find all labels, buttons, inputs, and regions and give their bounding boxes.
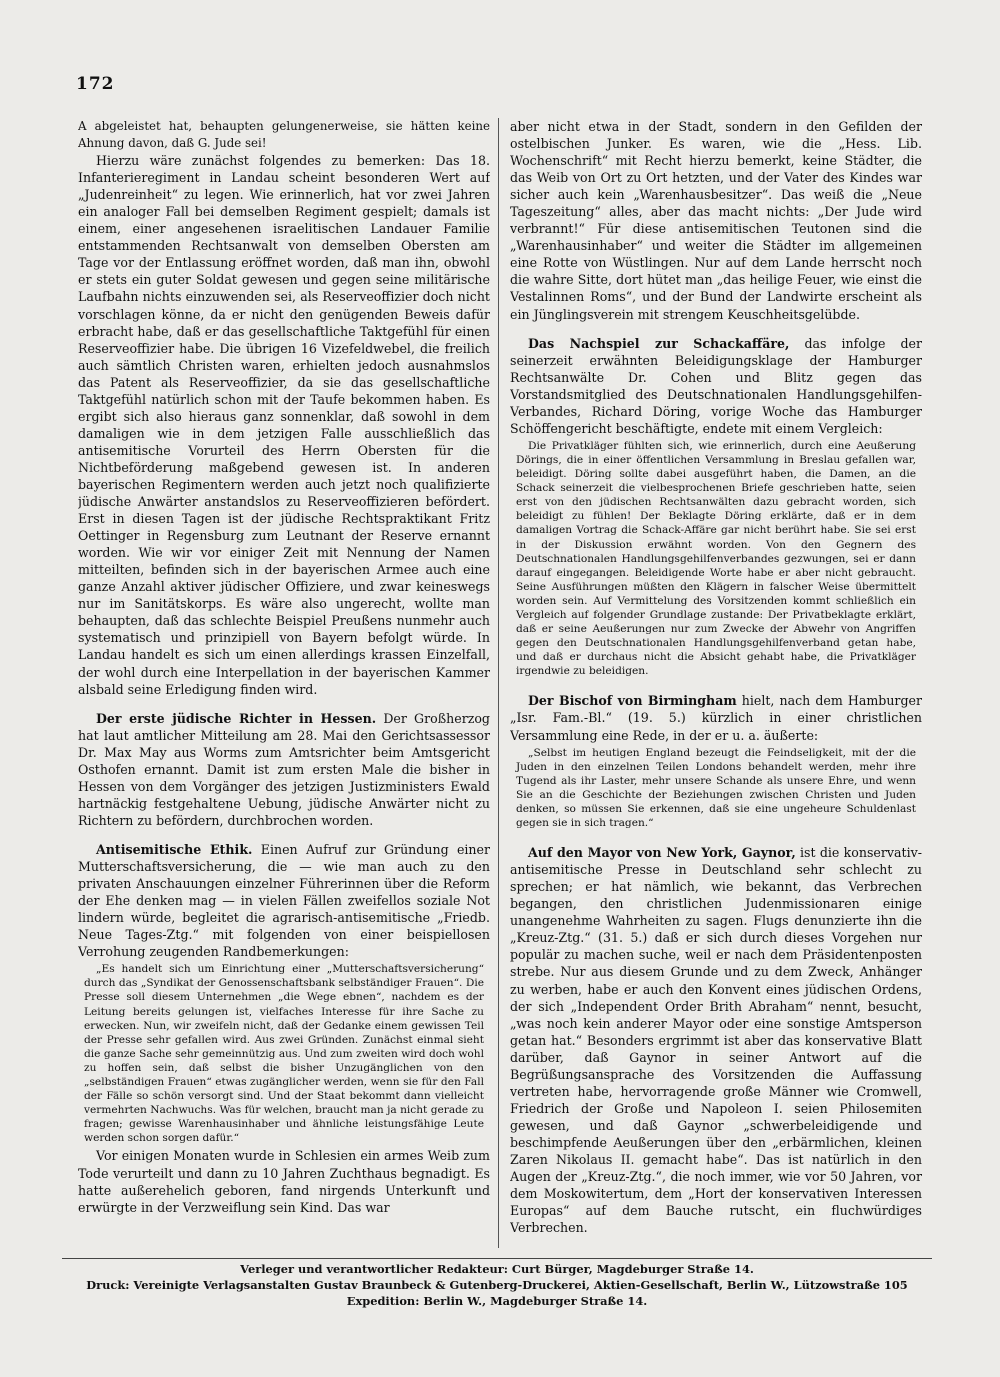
page-number: 172 — [76, 74, 115, 94]
section-heading: Antisemitische Ethik. — [96, 841, 253, 857]
section-heading: Das Nachspiel zur Schackaffäre, — [528, 335, 790, 351]
paragraph: Vor einigen Monaten wurde in Schlesien ein armes Weib zum Tode verurteilt und dann zu 10 Jahren Zuchthaus begnadigt. Es hatte außerehelich geboren, fand nirgends Unterkunft und erwürgte in der Verzweiflung sein Kind. Das war — [78, 1148, 490, 1215]
column-divider — [498, 118, 499, 1248]
section-heading: Der erste jüdische Richter in Hessen. — [96, 710, 377, 726]
paragraph: Hierzu wäre zunächst folgendes zu bemerken: Das 18. Infanterieregiment in Landau scheint besonderen Wert auf „Judenreinheit“ zu legen. Wie erinnerlich, hat vor zwei Jahren ein analoger Fall bei demselben Regiment gespielt; damals ist einem, einer angesehenen israelitischen Landauer Familie entstammenden Rechtsanwalt von demselben Obersten am Tage vor der Entlassung eröffnet worden, daß man ihn, obwohl er stets ein guter Soldat gewesen und gegen seine militärische Laufbahn nichts einzuwenden sei, als Reserveoffizier doch nicht vorschlagen könne, da er nicht den genügenden Beweis dafür erbracht habe, daß er das gesellschaftliche Taktgefühl für einen Reserveoffizier habe. Die übrigen 16 Vizefeldwebel, die freilich auch sämtlich Christen waren, erhielten jedoch ausnahmslos das Patent als Reserveoffizier, da sie das gesellschaftliche Taktgefühl natürlich schon mit der Taufe bekommen haben. Es ergibt sich also hieraus ganz sonnenklar, daß sowohl in dem damaligen wie in dem jetzigen Falle ausschließlich das antisemitische Vorurteil des Herrn Obersten für die Nichtbeförderung maßgebend gewesen ist. In anderen bayerischen Regimentern werden auch jetzt noch qualifizierte jüdische Anwärter anstandslos zu Reserveoffizieren befördert. Erst in diesen Tagen ist der jüdische Rechtspraktikant Fritz Oettinger in Regensburg zum Leutnant der Reserve ernannt worden. Wie wir vor einiger Zeit mit Nennung der Namen mitteilten, befinden sich in der bayerischen Armee auch eine ganze Anzahl aktiver jüdischer Offiziere, und zwar keineswegs nur im Sanitätskorps. Es wäre also ungerecht, wollte man behaupten, daß das schlechte Beispiel Preußens nunmehr auch systematisch und prinzipiell von Bayern befolgt würde. In Landau handelt es sich um einen allerdings krassen Einzelfall, der wohl durch eine Interpellation in der bayerischen Kammer alsbald seine Erledigung finden wird. — [78, 153, 490, 697]
paragraph: hielt, nach dem Hamburger „Isr. Fam.-Bl.“ (19. 5.) kürzlich in einer christlichen Versammlung eine Rede, in der er u. a. äußerte: — [510, 693, 922, 743]
paragraph: A abgeleistet hat, behaupten gelungenerweise, sie hätten keine Ahnung davon, daß G. Jude sei! — [78, 119, 490, 151]
block-quote: Die Privatkläger fühlten sich, wie erinnerlich, durch eine Aeußerung Dörings, die in einer öffentlichen Versammlung in Breslau gefallen war, beleidigt. Döring sollte dabei ausgeführt haben, die Damen, an die Schack seinerzeit die vielbesprochenen Briefe geschrieben hatte, seien erst von den jüdischen Rechtsanwälten dazu gebracht worden, sich beleidigt zu fühlen! Der Beklagte Döring erklärte, daß er in dem damaligen Vortrag die Schack-Affäre gar nicht berührt habe. Sie sei erst in der Diskussion erwähnt worden. Von den Gegnern des Deutschnationalen Handlungsgehilfenverbandes gezwungen, sei er dann darauf eingegangen. Beleidigende Worte habe er aber nicht gebraucht. Seine Ausführungen müßten den Klägern in falscher Weise übermittelt worden sein. Auf Vermittelung des Vorsitzenden kommt schließlich ein Vergleich auf folgender Grundlage zustande: Der Privatbeklagte erklärt, daß er seine Aeußerungen nur zum Zwecke der Abwehr von Angriffen gegen den Deutschnationalen Handlungsgehilfenverband getan habe, und daß er durchaus nicht die Absicht gehabt habe, die Privatkläger irgendwie zu beleidigen. — [516, 439, 916, 678]
footer-printer: Druck: Vereinigte Verlagsanstalten Gustav Braunbeck & Gutenberg-Druckerei, Aktien-Gesellschaft, Berlin W., Lützowstraße 105 — [86, 1278, 908, 1292]
paragraph: das infolge der seinerzeit erwähnten Beleidigungsklage der Hamburger Rechtsanwälte Dr. Cohen und Blitz gegen das Vorstandsmitglied des Deutschnationalen Handlungsgehilfen-Verbandes, Richard Döring, vorige Woche das Hamburger Schöffengericht beschäftigte, endete mit einem Vergleich: — [510, 335, 922, 436]
paragraph: Einen Aufruf zur Gründung einer Mutterschaftsversicherung, die — wie man auch zu den privaten Anschauungen einzelner Führerinnen über die Reform der Ehe denken mag — in vielen Fällen zweifellos soziale Not lindern würde, begleitet die agrarisch-antisemitische „Friedb. Neue Tages-Ztg.“ mit folgenden von einer beispiellosen Verrohung zeugenden Randbemerkungen: — [78, 841, 490, 960]
footer-publisher: Verleger und verantwortlicher Redakteur: Curt Bürger, Magdeburger Straße 14. — [240, 1262, 754, 1276]
paragraph: aber nicht etwa in der Stadt, sondern in den Gefilden der ostelbischen Junker. Es waren, wie die „Hess. Lib. Wochenschrift“ mit Recht hierzu bemerkt, keine Städter, die das Weib von Ort zu Ort hetzten, und der Vater des Kindes war sicher auch kein „Warenhausbesitzer“. Das weiß die „Neue Tageszeitung“ alles, aber das macht nichts: „Der Jude wird verbrannt!“ Für diese antisemitischen Teutonen sind die „Warenhausinhaber“ und weiter die Städter im allgemeinen eine Rotte von Wüstlingen. Nur auf dem Lande herrscht noch die wahre Sitte, dort hütet man „das heilige Feuer, wie einst die Vestalinnen Roms“, und der Bund der Landwirte erscheint als ein Jünglingsverein mit strengem Keuschheitsgelübde. — [510, 119, 922, 322]
section-heading: Auf den Mayor von New York, Gaynor, — [528, 845, 796, 861]
paragraph: Der Großherzog hat laut amtlicher Mitteilung am 28. Mai den Gerichtsassessor Dr. Max May aus Worms zum Amtsrichter beim Amtsgericht Osthofen ernannt. Damit ist zum ersten Male die bisher in Hessen von dem Vorgänger des jetzigen Justizministers Ewald hartnäckig festgehaltene Uebung, jüdische Anwärter nicht zu Richtern zu befördern, durchbrochen worden. — [78, 710, 490, 828]
block-quote: „Es handelt sich um Einrichtung einer „Mutterschaftsversicherung“ durch das „Syndikat der Genossenschaftsbank selbständiger Frauen“. Die Presse soll diesem Unternehmen „die Wege ebnen“, nachdem es der Leitung bereits gelungen ist, vielfaches Interesse für ihre Sache zu erwecken. Nun, wir zweifeln nicht, daß der Gedanke einem gewissen Teil der Presse sehr gefallen wird. Aus zwei Gründen. Zunächst einmal sieht die ganze Sache sehr gemeinnützig aus. Und zum zweiten wird doch wohl zu hoffen sein, daß selbst die bisher Unzugänglichen von den „selbständigen Frauen“ etwas zugänglicher werden, wenn sie für den Fall der Fälle so schön versorgt sind. Und der Staat bekommt dann vielleicht vermehrten Nachwuchs. Was für welchen, braucht man ja nicht gerade zu fragen; gewisse Warenhausinhaber und ähnliche leistungsfähige Leute werden schon sorgen dafür.“ — [84, 963, 484, 1145]
paragraph: ist die konservativ-antisemitische Presse in Deutschland sehr schlecht zu sprechen; er hat nämlich, wie bekannt, das Verbrechen begangen, den christlichen Judenmissionaren einige unangenehme Wahrheiten zu sagen. Flugs denunzierte ihn die „Kreuz-Ztg.“ (31. 5.) daß er sich durch dieses Vorgehen nur populär zu machen suche, weil er nach dem Präsidentenposten strebe. Nur aus diesem Grunde und zu dem Zweck, Anhänger zu werben, habe er auch den Konvent eines jüdischen Ordens, der sich „Independent Order Brith Abraham“ nennt, besucht, „was noch kein anderer Mayor oder eine sonstige Amtsperson getan hat.“ Besonders ergrimmt ist aber das konservative Blatt darüber, daß Gaynor in seiner Antwort auf die Begrüßungsansprache des Vorsitzenden die Auffassung vertreten habe, hervorragende große Männer wie Cromwell, Friedrich der Große und Napoleon I. seien Philosemiten gewesen, und daß Gaynor „schwerbeleidigende und beschimpfende Aeußerungen über den „erbärmlichen, kleinen Zaren Nikolaus II. gemacht habe“. Das ist natürlich in den Augen der „Kreuz-Ztg.“, die noch immer, wie vor 50 Jahren, vor dem Moskowitertum, dem „Hort der konservativen Interessen Europas“ auf dem Bauche rutscht, ein fluchwürdiges Verbrechen. — [510, 845, 922, 1236]
section-heading: Der Bischof von Birmingham — [528, 693, 737, 709]
left-column — [78, 118, 490, 1250]
footer-expedition: Expedition: Berlin W., Magdeburger Straße 14. — [346, 1294, 648, 1308]
block-quote: „Selbst im heutigen England bezeugt die Feindseligkeit, mit der die Juden in den einzelnen Teilen Londons behandelt werden, mehr ihre Tugend als ihr Laster, mehr unsere Schande als unsere Ehre, und wenn Sie an die Geschichte der Beziehungen zwischen Christen und Juden denken, so müssen Sie erkennen, daß sie eine ungeheure Schuldenlast gegen sie in sich tragen.“ — [516, 746, 916, 830]
right-column — [510, 118, 922, 1250]
footer-rule — [62, 1258, 932, 1259]
